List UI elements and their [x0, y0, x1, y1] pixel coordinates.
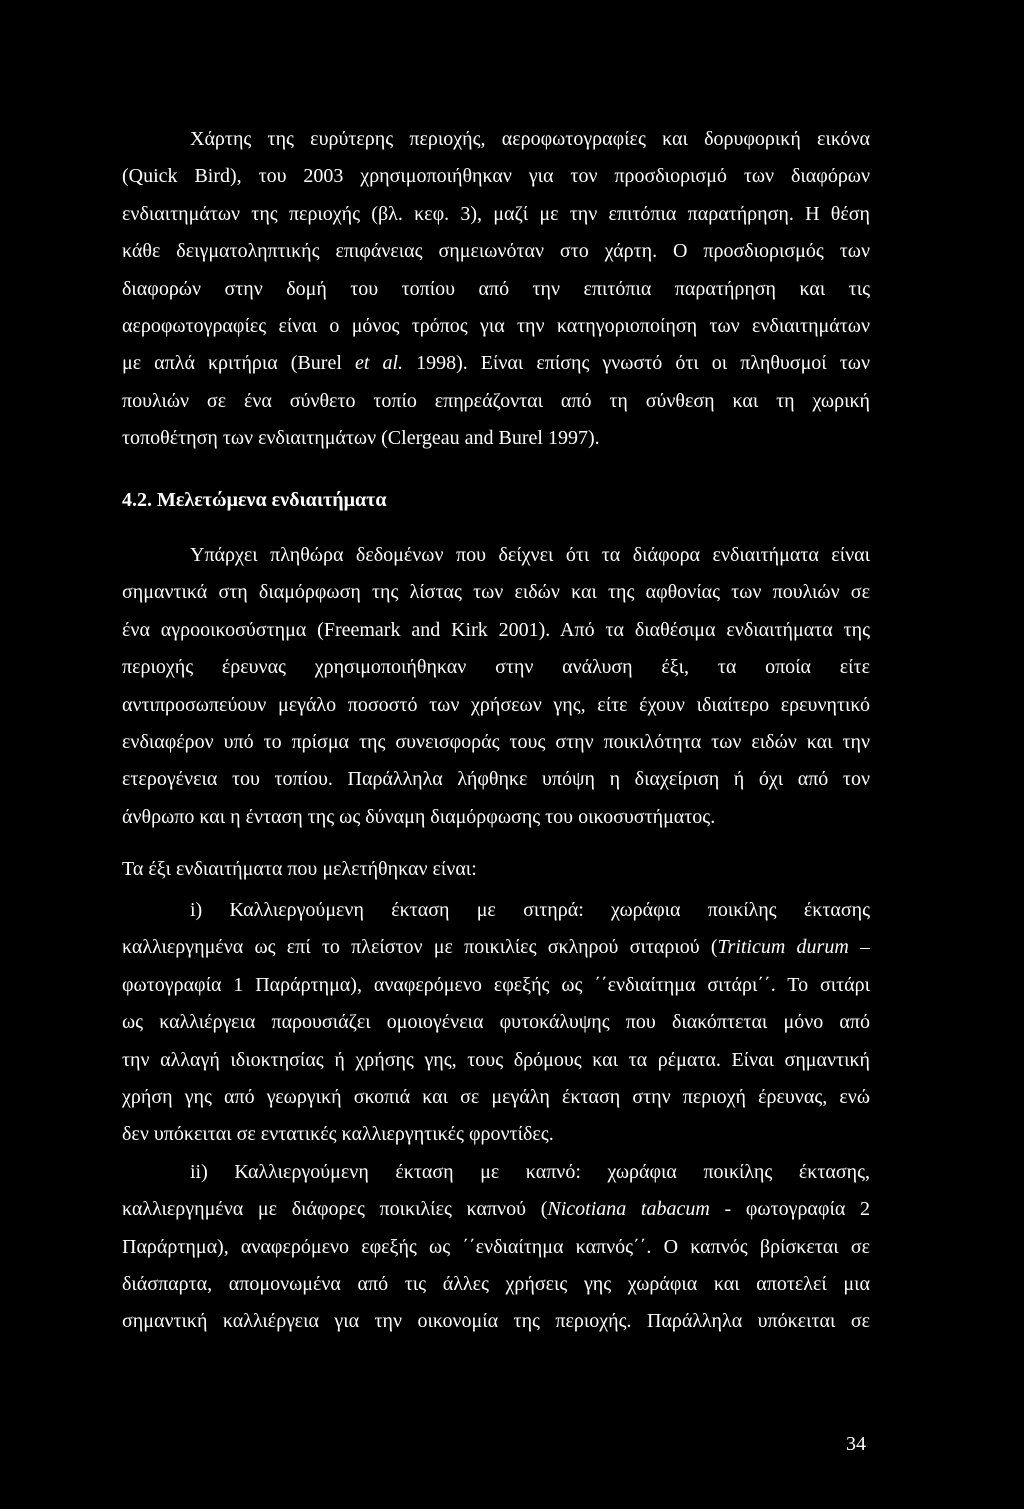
text-line: Υπάρχει πληθώρα δεδομένων που δείχνει ότι τα διάφορα ενδιαιτήματα είναι	[190, 544, 870, 566]
text-line	[122, 1191, 870, 1228]
text-line: πουλιών σε ένα σύνθετο τοπίο επηρεάζονται από τη σύνθεση και τη χωρική	[122, 389, 870, 412]
text-segment: με απλά κριτήρια (Burel	[122, 352, 355, 375]
text-line	[122, 929, 870, 966]
text-line: (Quick Bird), του 2003 χρησιμοποιήθηκαν για τον προσδιορισμό των διαφόρων	[122, 165, 870, 188]
text-line	[122, 345, 870, 382]
text-line: τοποθέτηση των ενδιαιτημάτων (Clergeau and Burel 1997).	[122, 427, 600, 450]
list-intro	[122, 851, 870, 888]
text-line: άνθρωπο και η ένταση της ως δύναμη διαμόρφωσης του οικοσυστήματος.	[122, 805, 716, 828]
text-segment: Καλλιεργούμενη έκταση με σιτηρά: χωράφια ποικίλης έκτασης	[229, 899, 870, 921]
text-line: Χάρτης της ευρύτερης περιοχής, αεροφωτογραφίες και δορυφορική εικόνα	[190, 128, 870, 150]
text-line: ενδιαφέρον υπό το πρίσμα της συνεισφοράς τους στην ποικιλότητα των ειδών και την	[122, 730, 870, 753]
italic-citation: et al.	[354, 352, 404, 375]
section-heading-text: 4.2. Μελετώμενα ενδιαιτήματα	[122, 489, 387, 511]
text-line: αντιπροσωπεύουν μεγάλο ποσοστό των χρήσεων γης, είτε έχουν ιδιαίτερο ερευνητικό	[122, 693, 870, 716]
text-segment: καλλιεργημένα ως επί το πλείστον με ποικιλίες σκληρού σιταριού (	[122, 936, 718, 959]
text-segment: Καλλιεργούμενη έκταση με καπνό: χωράφια ποικίλης έκτασης,	[234, 1160, 871, 1183]
text-line: ένα αγροοικοσύστημα (Freemark and Kirk 2001). Από τα διαθέσιμα ενδιαιτήματα της	[122, 618, 870, 641]
text-line: διάσπαρτα, απομονωμένα από τις άλλες χρήσεις γης χωράφια και αποτελεί μια	[122, 1272, 870, 1295]
species-name-italic: Triticum durum	[717, 936, 849, 959]
section-heading	[122, 482, 870, 519]
list-item-first-line	[122, 892, 870, 929]
text-line: κάθε δειγματοληπτικής επιφάνειας σημειωνόταν στο χάρτη. Ο προσδιορισμός των	[122, 240, 870, 263]
species-name-italic: Nicotiana tabacum	[547, 1198, 710, 1221]
text-line: αεροφωτογραφίες είναι ο μόνος τρόπος για την κατηγοριοποίηση των ενδιαιτημάτων	[122, 314, 870, 337]
text-line: σημαντικά στη διαμόρφωση της λίστας των ειδών και της αφθονίας των πουλιών σε	[122, 581, 870, 604]
list-marker: i)	[190, 899, 203, 921]
habitats-paragraph	[122, 537, 870, 836]
text-line: διαφορών στην δομή του τοπίου από την επιτόπια παρατήρηση και τις	[122, 277, 870, 300]
text-segment: –	[848, 936, 870, 959]
text-line: σημαντική καλλιέργεια για την οικονομία της περιοχής. Παράλληλα υπόκειται σε	[122, 1310, 870, 1333]
page-number: 34	[846, 1433, 866, 1455]
text-line: δεν υπόκειται σε εντατικές καλλιεργητικές φροντίδες.	[122, 1123, 554, 1146]
text-segment: καλλιεργημένα με διάφορες ποικιλίες καπνού (	[122, 1198, 548, 1221]
text-segment: - φωτογραφία 2	[709, 1198, 871, 1221]
list-item-first-line	[122, 1154, 870, 1191]
text-line: ως καλλιέργεια παρουσιάζει ομοιογένεια φυτοκάλυψης που διακόπτεται μόνο από	[122, 1011, 870, 1034]
text-line: Τα έξι ενδιαιτήματα που μελετήθηκαν είναι:	[122, 858, 477, 880]
text-line: ετερογένεια του τοπίου. Παράλληλα λήφθηκε υπόψη η διαχείριση ή όχι από τον	[122, 768, 870, 791]
text-line: φωτογραφία 1 Παράρτημα), αναφερόμενο εφεξής ως ΄΄ενδιαίτημα σιτάρι΄΄. Το σιτάρι	[122, 973, 870, 996]
list-marker: ii)	[190, 1160, 208, 1183]
habitat-list	[122, 892, 870, 1341]
text-segment: 1998). Είναι επίσης γνωστό ότι οι πληθυσμοί των	[403, 352, 870, 375]
text-line: περιοχής έρευνας χρησιμοποιήθηκαν στην ανάλυση έξι, τα οποία είτε	[122, 656, 870, 679]
intro-paragraph	[122, 121, 870, 458]
text-line: την αλλαγή ιδιοκτησίας ή χρήσης γης, τους δρόμους και τα ρέματα. Είναι σημαντική	[122, 1048, 870, 1071]
text-line: Παράρτημα), αναφερόμενο εφεξής ως ΄΄ενδιαίτημα καπνός΄΄. Ο καπνός βρίσκεται σε	[122, 1235, 870, 1258]
text-line: χρήση γης από γεωργική σκοπιά και σε μεγάλη έκταση στην περιοχή έρευνας, ενώ	[122, 1085, 870, 1108]
text-line: ενδιαιτημάτων της περιοχής (βλ. κεφ. 3), μαζί με την επιτόπια παρατήρηση. Η θέση	[122, 202, 870, 225]
